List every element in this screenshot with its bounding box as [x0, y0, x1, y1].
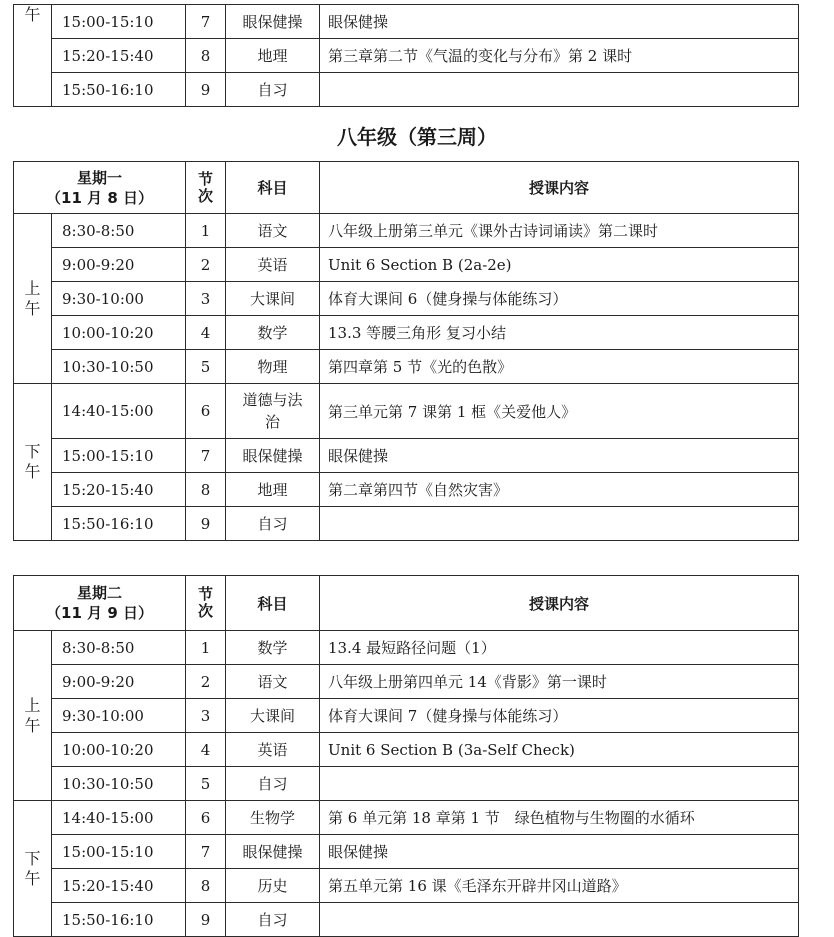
- table-header-row: [14, 162, 799, 214]
- period-label: 下午: [14, 384, 52, 541]
- table-row: [14, 350, 799, 384]
- num-cell: 6: [186, 801, 226, 835]
- content-cell: 第二章第四节《自然灾害》: [320, 473, 799, 507]
- num-header: 节次: [186, 576, 226, 631]
- content-cell: 第三单元第 7 课第 1 框《关爱他人》: [320, 384, 799, 439]
- time-cell: 9:30-10:00: [52, 699, 186, 733]
- period-label: 午: [14, 5, 52, 107]
- subject-cell: 物理: [226, 350, 320, 384]
- subject-cell: 道德与法治: [226, 384, 320, 439]
- num-cell: 9: [186, 507, 226, 541]
- subject-header: 科目: [226, 576, 320, 631]
- time-cell: 10:00-10:20: [52, 316, 186, 350]
- content-cell: 体育大课间 6（健身操与体能练习）: [320, 282, 799, 316]
- time-cell: 9:00-9:20: [52, 665, 186, 699]
- time-cell: 15:20-15:40: [52, 39, 186, 73]
- time-cell: 15:00-15:10: [52, 835, 186, 869]
- num-cell: 3: [186, 699, 226, 733]
- time-cell: 15:00-15:10: [52, 439, 186, 473]
- subject-cell: 历史: [226, 869, 320, 903]
- content-header: 授课内容: [320, 162, 799, 214]
- num-cell: 4: [186, 733, 226, 767]
- subject-cell: 数学: [226, 316, 320, 350]
- subject-header: 科目: [226, 162, 320, 214]
- subject-cell: 眼保健操: [226, 439, 320, 473]
- period-label: 下午: [14, 801, 52, 937]
- content-cell: 八年级上册第四单元 14《背影》第一课时: [320, 665, 799, 699]
- num-cell: 9: [186, 903, 226, 937]
- time-cell: 8:30-8:50: [52, 214, 186, 248]
- time-cell: 15:50-16:10: [52, 903, 186, 937]
- time-cell: 10:00-10:20: [52, 733, 186, 767]
- day-name: 星期二: [77, 584, 123, 602]
- time-cell: 10:30-10:50: [52, 350, 186, 384]
- afternoon-schedule-previous: [13, 4, 799, 107]
- time-cell: 9:30-10:00: [52, 282, 186, 316]
- table-row: [14, 507, 799, 541]
- table-row: [14, 699, 799, 733]
- table-row: [14, 869, 799, 903]
- subject-cell: 眼保健操: [226, 835, 320, 869]
- table-row: [14, 316, 799, 350]
- num-cell: 7: [186, 5, 226, 39]
- num-cell: 8: [186, 473, 226, 507]
- subject-cell: 语文: [226, 214, 320, 248]
- day-date: （11 月 9 日）: [46, 604, 153, 622]
- schedule-table-monday: [13, 161, 799, 541]
- table-row: [14, 282, 799, 316]
- time-cell: 9:00-9:20: [52, 248, 186, 282]
- num-cell: 6: [186, 384, 226, 439]
- table-row: [14, 903, 799, 937]
- subject-cell: 大课间: [226, 282, 320, 316]
- subject-cell: 英语: [226, 248, 320, 282]
- subject-cell: 数学: [226, 631, 320, 665]
- subject-cell: 自习: [226, 767, 320, 801]
- num-cell: 1: [186, 214, 226, 248]
- num-header: 节次: [186, 162, 226, 214]
- num-cell: 2: [186, 248, 226, 282]
- content-cell: [320, 73, 799, 107]
- table-row: [14, 73, 799, 107]
- table-row: [14, 384, 799, 439]
- table-row: [14, 5, 799, 39]
- day-header: [14, 576, 186, 631]
- time-cell: 15:20-15:40: [52, 473, 186, 507]
- time-cell: 14:40-15:00: [52, 384, 186, 439]
- subject-cell: 自习: [226, 903, 320, 937]
- num-cell: 7: [186, 835, 226, 869]
- time-cell: 15:20-15:40: [52, 869, 186, 903]
- subject-cell: 自习: [226, 507, 320, 541]
- num-cell: 4: [186, 316, 226, 350]
- subject-cell: 生物学: [226, 801, 320, 835]
- content-cell: 第四章第 5 节《光的色散》: [320, 350, 799, 384]
- content-cell: Unit 6 Section B (3a-Self Check): [320, 733, 799, 767]
- time-cell: 15:50-16:10: [52, 507, 186, 541]
- content-cell: 八年级上册第三单元《课外古诗词诵读》第二课时: [320, 214, 799, 248]
- num-cell: 8: [186, 869, 226, 903]
- time-cell: 10:30-10:50: [52, 767, 186, 801]
- num-cell: 8: [186, 39, 226, 73]
- table-row: [14, 439, 799, 473]
- num-cell: 9: [186, 73, 226, 107]
- time-cell: 15:50-16:10: [52, 73, 186, 107]
- num-cell: 1: [186, 631, 226, 665]
- table-header-row: [14, 576, 799, 631]
- time-cell: 8:30-8:50: [52, 631, 186, 665]
- subject-cell: 大课间: [226, 699, 320, 733]
- table-row: [14, 214, 799, 248]
- content-cell: 体育大课间 7（健身操与体能练习）: [320, 699, 799, 733]
- subject-cell: 英语: [226, 733, 320, 767]
- content-header: 授课内容: [320, 576, 799, 631]
- page-title: 八年级（第三周）: [337, 125, 497, 149]
- table-row: [14, 39, 799, 73]
- num-cell: 5: [186, 350, 226, 384]
- table-row: [14, 473, 799, 507]
- table-row: [14, 248, 799, 282]
- table-row: [14, 835, 799, 869]
- num-cell: 7: [186, 439, 226, 473]
- content-cell: 眼保健操: [320, 5, 799, 39]
- table-row: [14, 733, 799, 767]
- content-cell: [320, 507, 799, 541]
- day-date: （11 月 8 日）: [46, 188, 153, 207]
- table-row: [14, 801, 799, 835]
- content-cell: 第五单元第 16 课《毛泽东开辟井冈山道路》: [320, 869, 799, 903]
- num-cell: 5: [186, 767, 226, 801]
- table-row: [14, 631, 799, 665]
- content-cell: Unit 6 Section B (2a-2e): [320, 248, 799, 282]
- content-cell: 眼保健操: [320, 835, 799, 869]
- content-cell: 第 6 单元第 18 章第 1 节 绿色植物与生物圈的水循环: [320, 801, 799, 835]
- subject-cell: 语文: [226, 665, 320, 699]
- time-cell: 15:00-15:10: [52, 5, 186, 39]
- content-cell: [320, 767, 799, 801]
- table-row: [14, 665, 799, 699]
- period-label: 上午: [14, 214, 52, 384]
- subject-cell: 自习: [226, 73, 320, 107]
- period-label: 上午: [14, 631, 52, 801]
- content-cell: [320, 903, 799, 937]
- day-name: 星期一: [77, 168, 123, 187]
- schedule-table-tuesday: [13, 575, 799, 937]
- content-cell: 13.4 最短路径问题（1）: [320, 631, 799, 665]
- day-header: [14, 162, 186, 214]
- subject-cell: 地理: [226, 39, 320, 73]
- content-cell: 眼保健操: [320, 439, 799, 473]
- table-row: [14, 767, 799, 801]
- num-cell: 2: [186, 665, 226, 699]
- subject-cell: 眼保健操: [226, 5, 320, 39]
- content-cell: 第三章第二节《气温的变化与分布》第 2 课时: [320, 39, 799, 73]
- subject-cell: 地理: [226, 473, 320, 507]
- content-cell: 13.3 等腰三角形 复习小结: [320, 316, 799, 350]
- time-cell: 14:40-15:00: [52, 801, 186, 835]
- num-cell: 3: [186, 282, 226, 316]
